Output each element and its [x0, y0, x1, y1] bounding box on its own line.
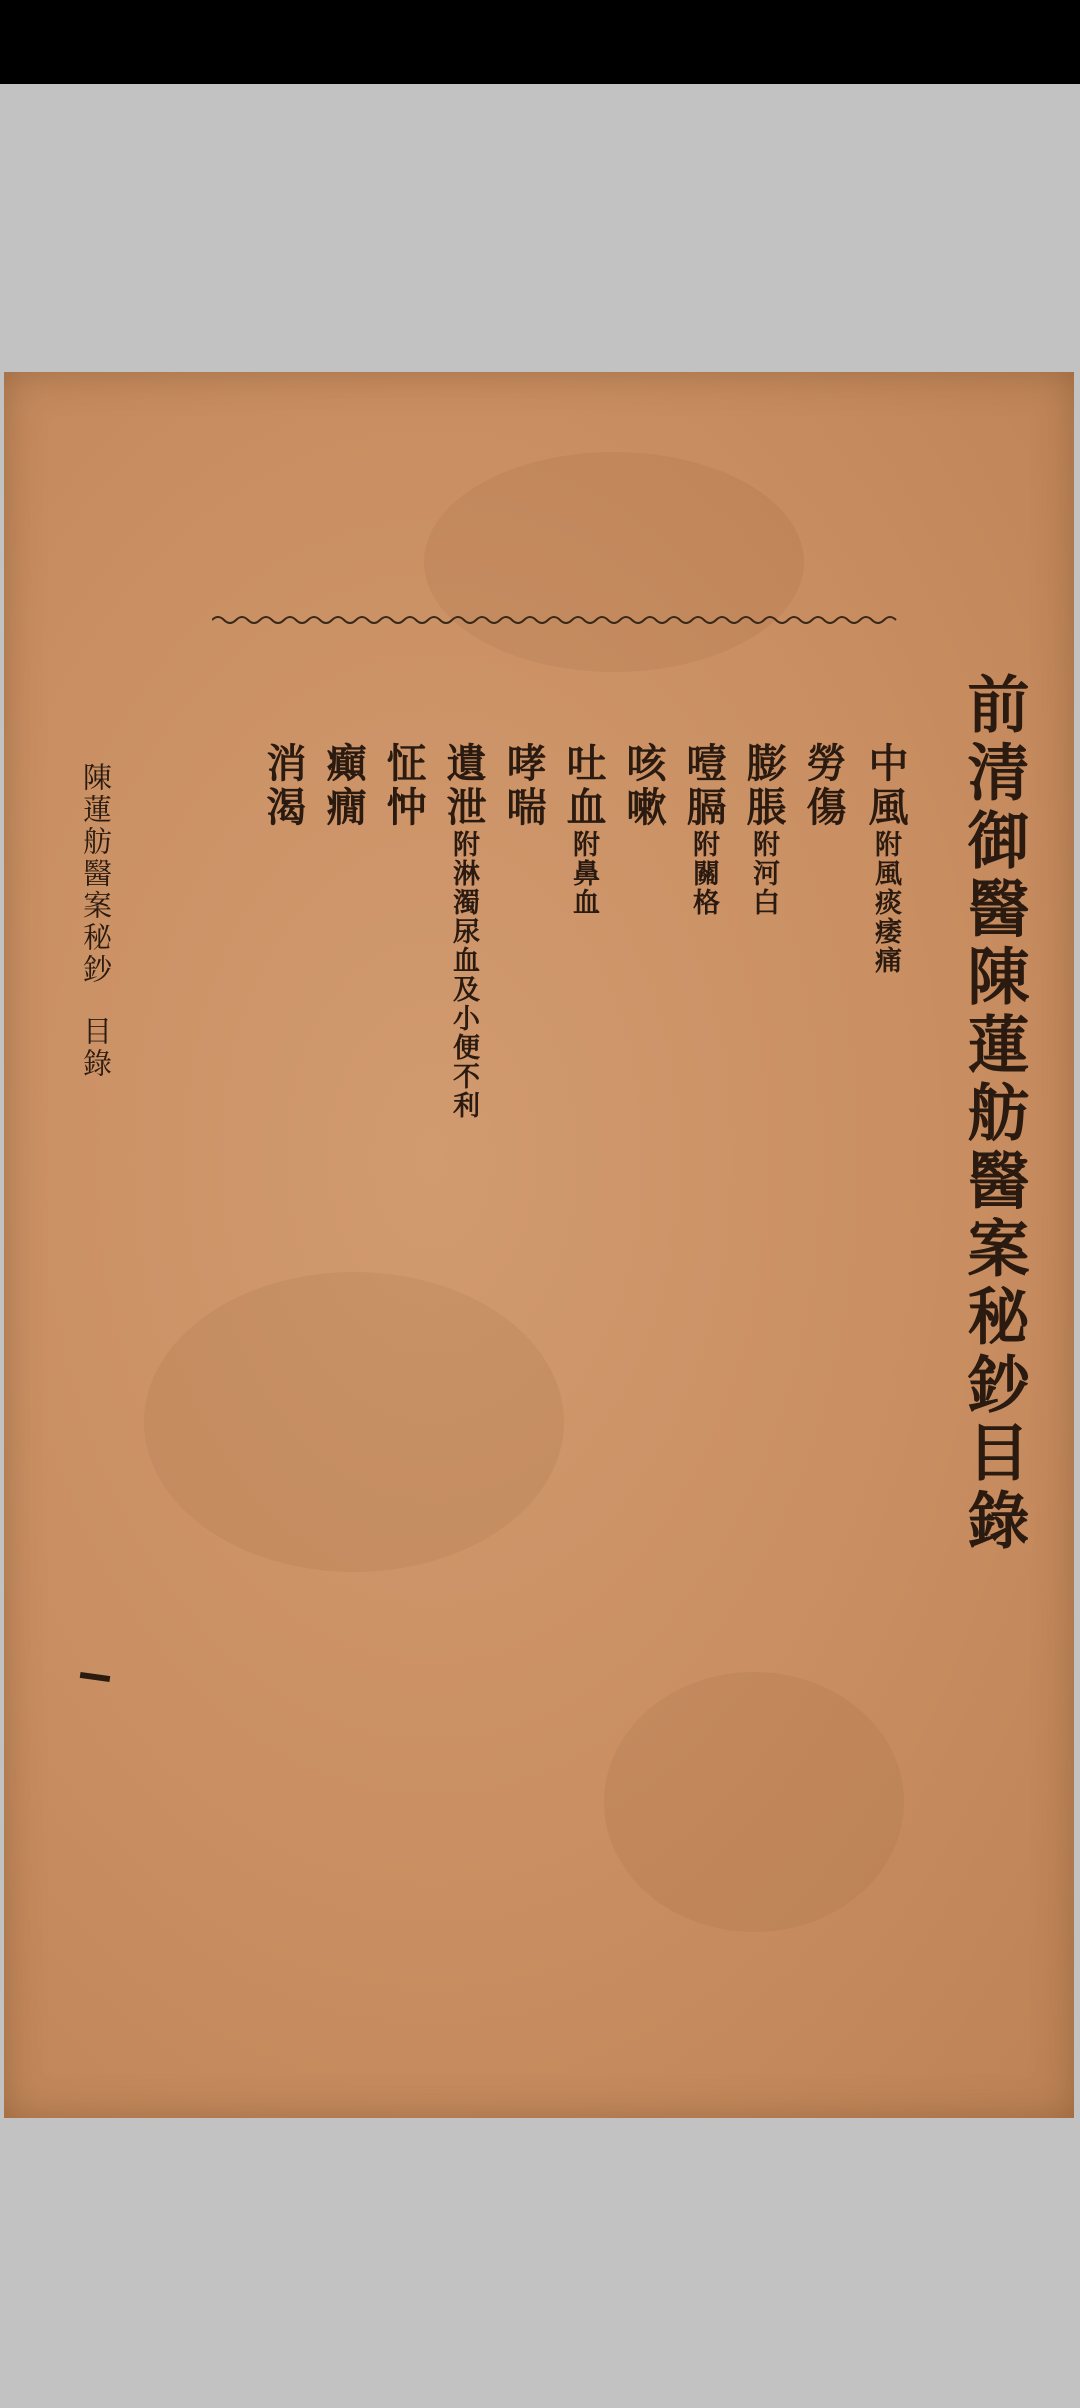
toc-entry: [675, 742, 732, 917]
toc-entry-note: 附淋濁尿血及小便不利: [448, 830, 479, 1120]
toc-entry: [555, 742, 612, 917]
toc-entry: [615, 742, 672, 830]
toc-entry-title: 膨脹: [740, 742, 787, 830]
toc-entry: [795, 742, 852, 830]
toc-entry-title: 勞傷: [800, 742, 847, 830]
toc-entry-note: 附關格: [688, 830, 719, 917]
toc-entry: [375, 742, 432, 830]
toc-entry-title: 癲癇: [320, 742, 367, 830]
page-title: 前清御醫陳蓮舫醫案秘鈔目錄: [957, 672, 1030, 1556]
toc-entry-title: 噎膈: [680, 742, 727, 830]
toc-entry-title: 哮喘: [500, 742, 547, 830]
toc-entry: [495, 742, 552, 830]
status-bar: [0, 0, 1080, 84]
toc-entry-title: 遺泄: [440, 742, 487, 830]
toc-entry-title: 怔忡: [380, 742, 427, 830]
toc-entry: [857, 742, 914, 975]
toc-entry: [315, 742, 372, 830]
page-footer: [76, 762, 117, 1080]
toc-entry: [735, 742, 792, 917]
toc-entry-title: 中風: [862, 742, 909, 830]
toc-entry: [435, 742, 492, 1120]
toc-entry-note: 附鼻血: [568, 830, 599, 917]
footer-section: 目錄: [79, 1016, 113, 1080]
toc-entry-title: 咳嗽: [620, 742, 667, 830]
decorative-wavy-rule: [212, 612, 902, 628]
page-number: [80, 1672, 111, 1682]
toc-entry-title: 消渴: [260, 742, 307, 830]
toc-entry-title: 吐血: [560, 742, 607, 830]
scanned-page: [4, 372, 1074, 2118]
toc-entry-note: 附河白: [748, 830, 779, 917]
toc-entry-note: 附風痰痿痛: [870, 830, 901, 975]
toc-entry: [255, 742, 312, 830]
footer-book-title: 陳蓮舫醫案秘鈔: [79, 762, 113, 986]
